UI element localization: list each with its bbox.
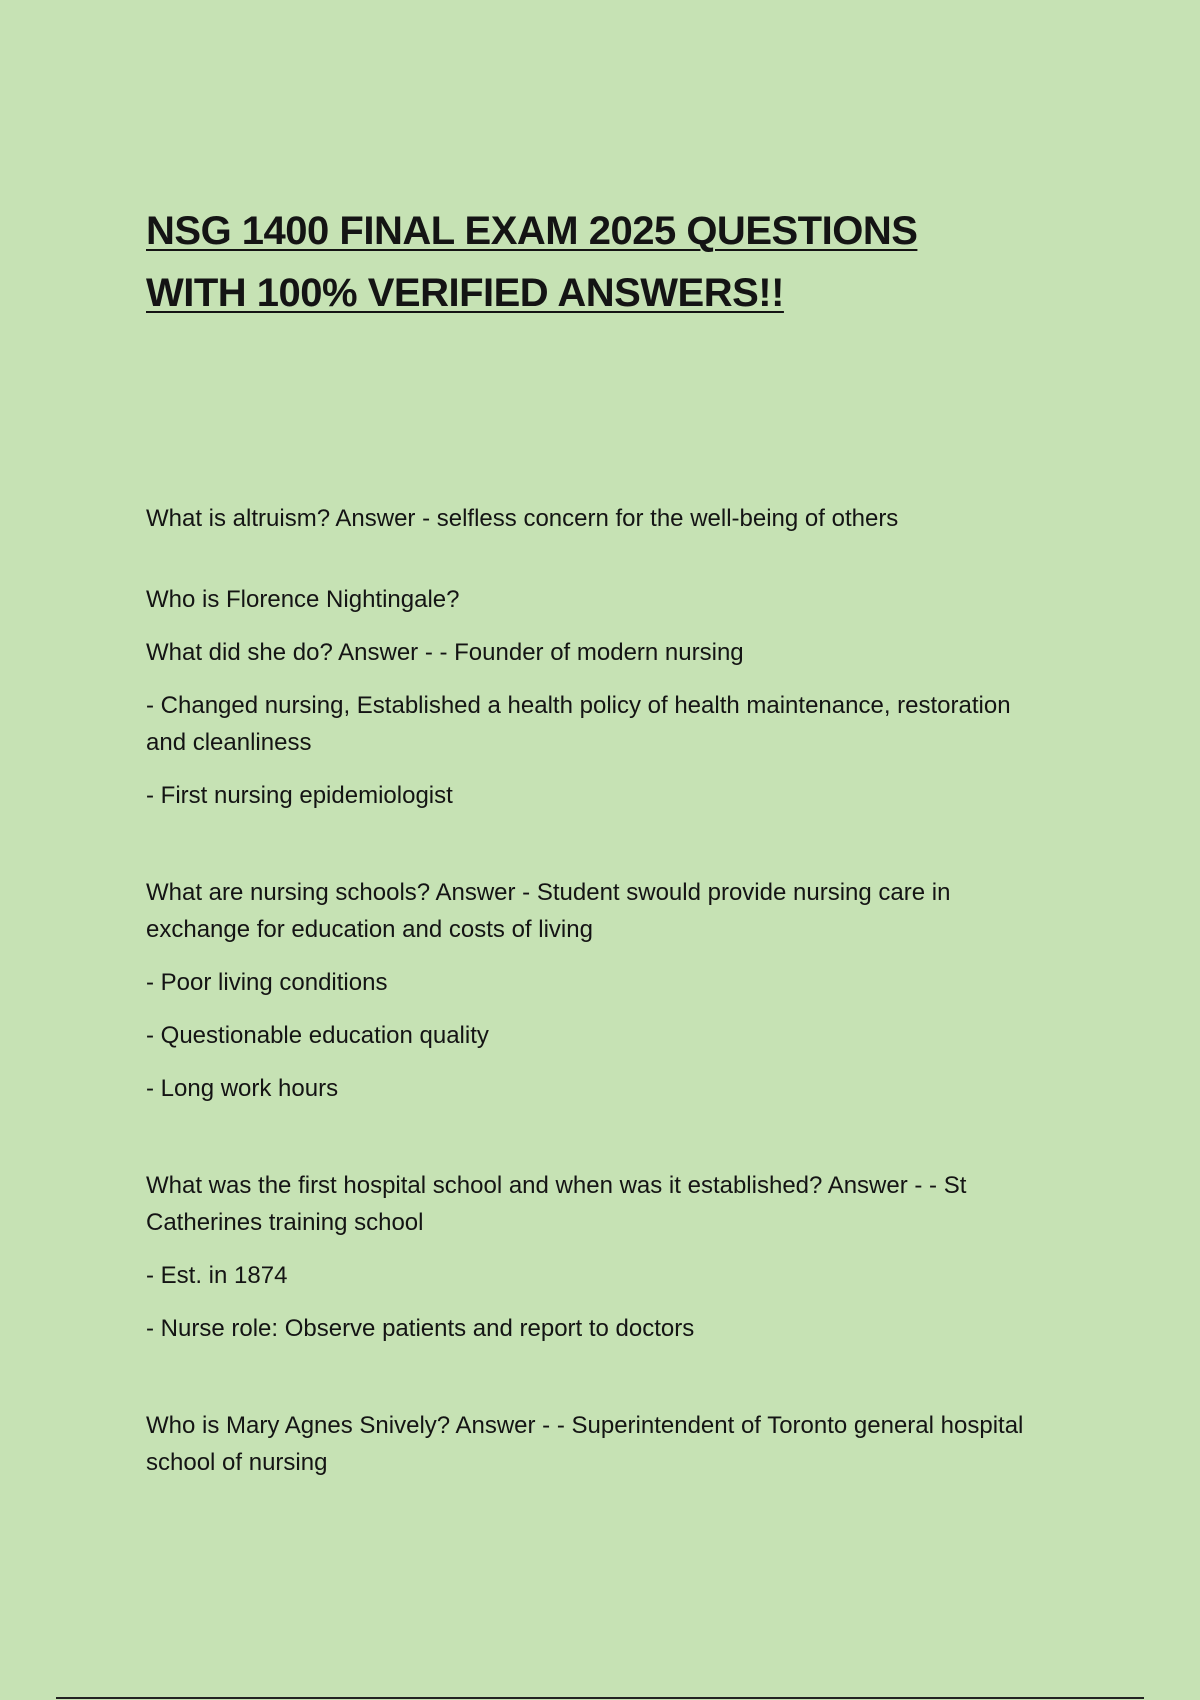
qa-answer-line: - Poor living conditions bbox=[146, 969, 388, 996]
qa-answer-line: What did she do? Answer - - Founder of modern nursing bbox=[146, 639, 744, 666]
qa-question-line: Who is Florence Nightingale? bbox=[146, 586, 460, 613]
qa-item-altruism bbox=[146, 500, 1046, 537]
qa-answer-line: - Est. in 1874 bbox=[146, 1262, 288, 1289]
qa-item-snively bbox=[146, 1407, 1046, 1481]
qa-answer-line: - Long work hours bbox=[146, 1075, 339, 1102]
qa-question-line: What are nursing schools? Answer - Student swould provide nursing care in exchange for education and costs of living bbox=[146, 879, 951, 943]
qa-list bbox=[146, 500, 1046, 1525]
qa-answer-line: - Questionable education quality bbox=[146, 1022, 489, 1049]
page-bottom-rule bbox=[56, 1697, 1144, 1699]
qa-item-first-hospital-school bbox=[146, 1167, 1046, 1347]
qa-question-line: What was the first hospital school and when was it established? Answer - - St Catherines training school bbox=[146, 1172, 967, 1236]
qa-question-line: What is altruism? Answer - selfless concern for the well-being of others bbox=[146, 505, 899, 532]
document-title bbox=[146, 200, 1046, 324]
qa-answer-line: - Nurse role: Observe patients and report to doctors bbox=[146, 1315, 695, 1342]
title-line-2: WITH 100% VERIFIED ANSWERS!! bbox=[146, 271, 784, 315]
qa-answer-line: - First nursing epidemiologist bbox=[146, 782, 453, 809]
qa-item-nightingale bbox=[146, 581, 1046, 814]
qa-question-line: Who is Mary Agnes Snively? Answer - - Superintendent of Toronto general hospital school of nursing bbox=[146, 1412, 1024, 1476]
title-line-1: NSG 1400 FINAL EXAM 2025 QUESTIONS bbox=[146, 209, 918, 253]
qa-answer-line: - Changed nursing, Established a health policy of health maintenance, restoration and cleanliness bbox=[146, 692, 1011, 756]
qa-item-nursing-schools bbox=[146, 874, 1046, 1107]
